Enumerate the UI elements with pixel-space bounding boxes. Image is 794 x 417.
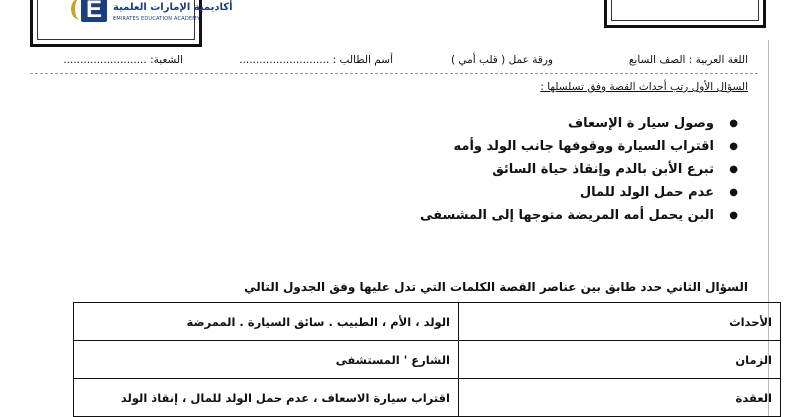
bullet-icon: ● bbox=[729, 210, 738, 221]
table-row bbox=[74, 303, 781, 341]
table-row bbox=[74, 379, 781, 417]
logo-letter: E bbox=[81, 0, 107, 22]
list-item bbox=[420, 204, 738, 227]
logo-arabic-name: أكاديمية الإمارات العلمية bbox=[113, 2, 233, 13]
event-text: عدم حمل الولد للمال bbox=[579, 185, 714, 200]
matching-table bbox=[73, 302, 781, 417]
bullet-icon: ● bbox=[729, 164, 738, 175]
event-text: اقتراب السيارة ووقوفها جانب الولد وأمه bbox=[453, 139, 714, 154]
event-text: تبرع الأبن بالدم وإنقاذ حياة السائق bbox=[492, 162, 714, 177]
question1-heading: السؤال الأول رتب أحداث القصة وفق تسلسلها : bbox=[540, 81, 748, 93]
table-row bbox=[74, 341, 781, 379]
row-value: الولد ، الأم ، الطبيب . سائق السيارة . الممرضة bbox=[74, 303, 459, 341]
subject-label: اللغة العربية : الصف السابع bbox=[628, 54, 748, 66]
list-item bbox=[420, 181, 738, 204]
row-label: الأحداث bbox=[459, 303, 781, 341]
logo-frame bbox=[30, 0, 233, 47]
worksheet-header bbox=[36, 54, 748, 70]
bullet-icon: ● bbox=[729, 187, 738, 198]
question2-heading: السؤال الثاني حدد طابق بين عناصر القصة الكلمات التي تدل عليها وفق الجدول التالي bbox=[244, 280, 748, 294]
event-text: البن يحمل أمه المريضة متوجها إلى المشسفى bbox=[419, 208, 714, 223]
event-text: وصول سيار ة الإسعاف bbox=[567, 116, 714, 131]
student-name-field: أسم الطالب : ........................... bbox=[239, 54, 393, 66]
row-value: اقتراب سيارة الاسعاف ، عدم حمل الولد للمال ، إنقاذ الولد bbox=[74, 379, 459, 417]
question1-list bbox=[420, 112, 738, 227]
logo-english-name: EMIRATES EDUCATION ACADEMY bbox=[113, 16, 201, 22]
row-label: العقدة bbox=[459, 379, 781, 417]
list-item bbox=[420, 135, 738, 158]
header-divider bbox=[30, 73, 758, 74]
score-box-frame bbox=[604, 0, 766, 28]
bullet-icon: ● bbox=[729, 141, 738, 152]
score-box-inner-border bbox=[611, 0, 759, 21]
list-item bbox=[420, 112, 738, 135]
list-item bbox=[420, 158, 738, 181]
row-label: الزمان bbox=[459, 341, 781, 379]
row-value: الشارع ' المستشفى bbox=[74, 341, 459, 379]
bullet-icon: ● bbox=[729, 118, 738, 129]
section-field: الشعبة: ......................... bbox=[63, 54, 183, 66]
worksheet-title: ورقة عمل ( قلب أمي ) bbox=[450, 54, 553, 66]
